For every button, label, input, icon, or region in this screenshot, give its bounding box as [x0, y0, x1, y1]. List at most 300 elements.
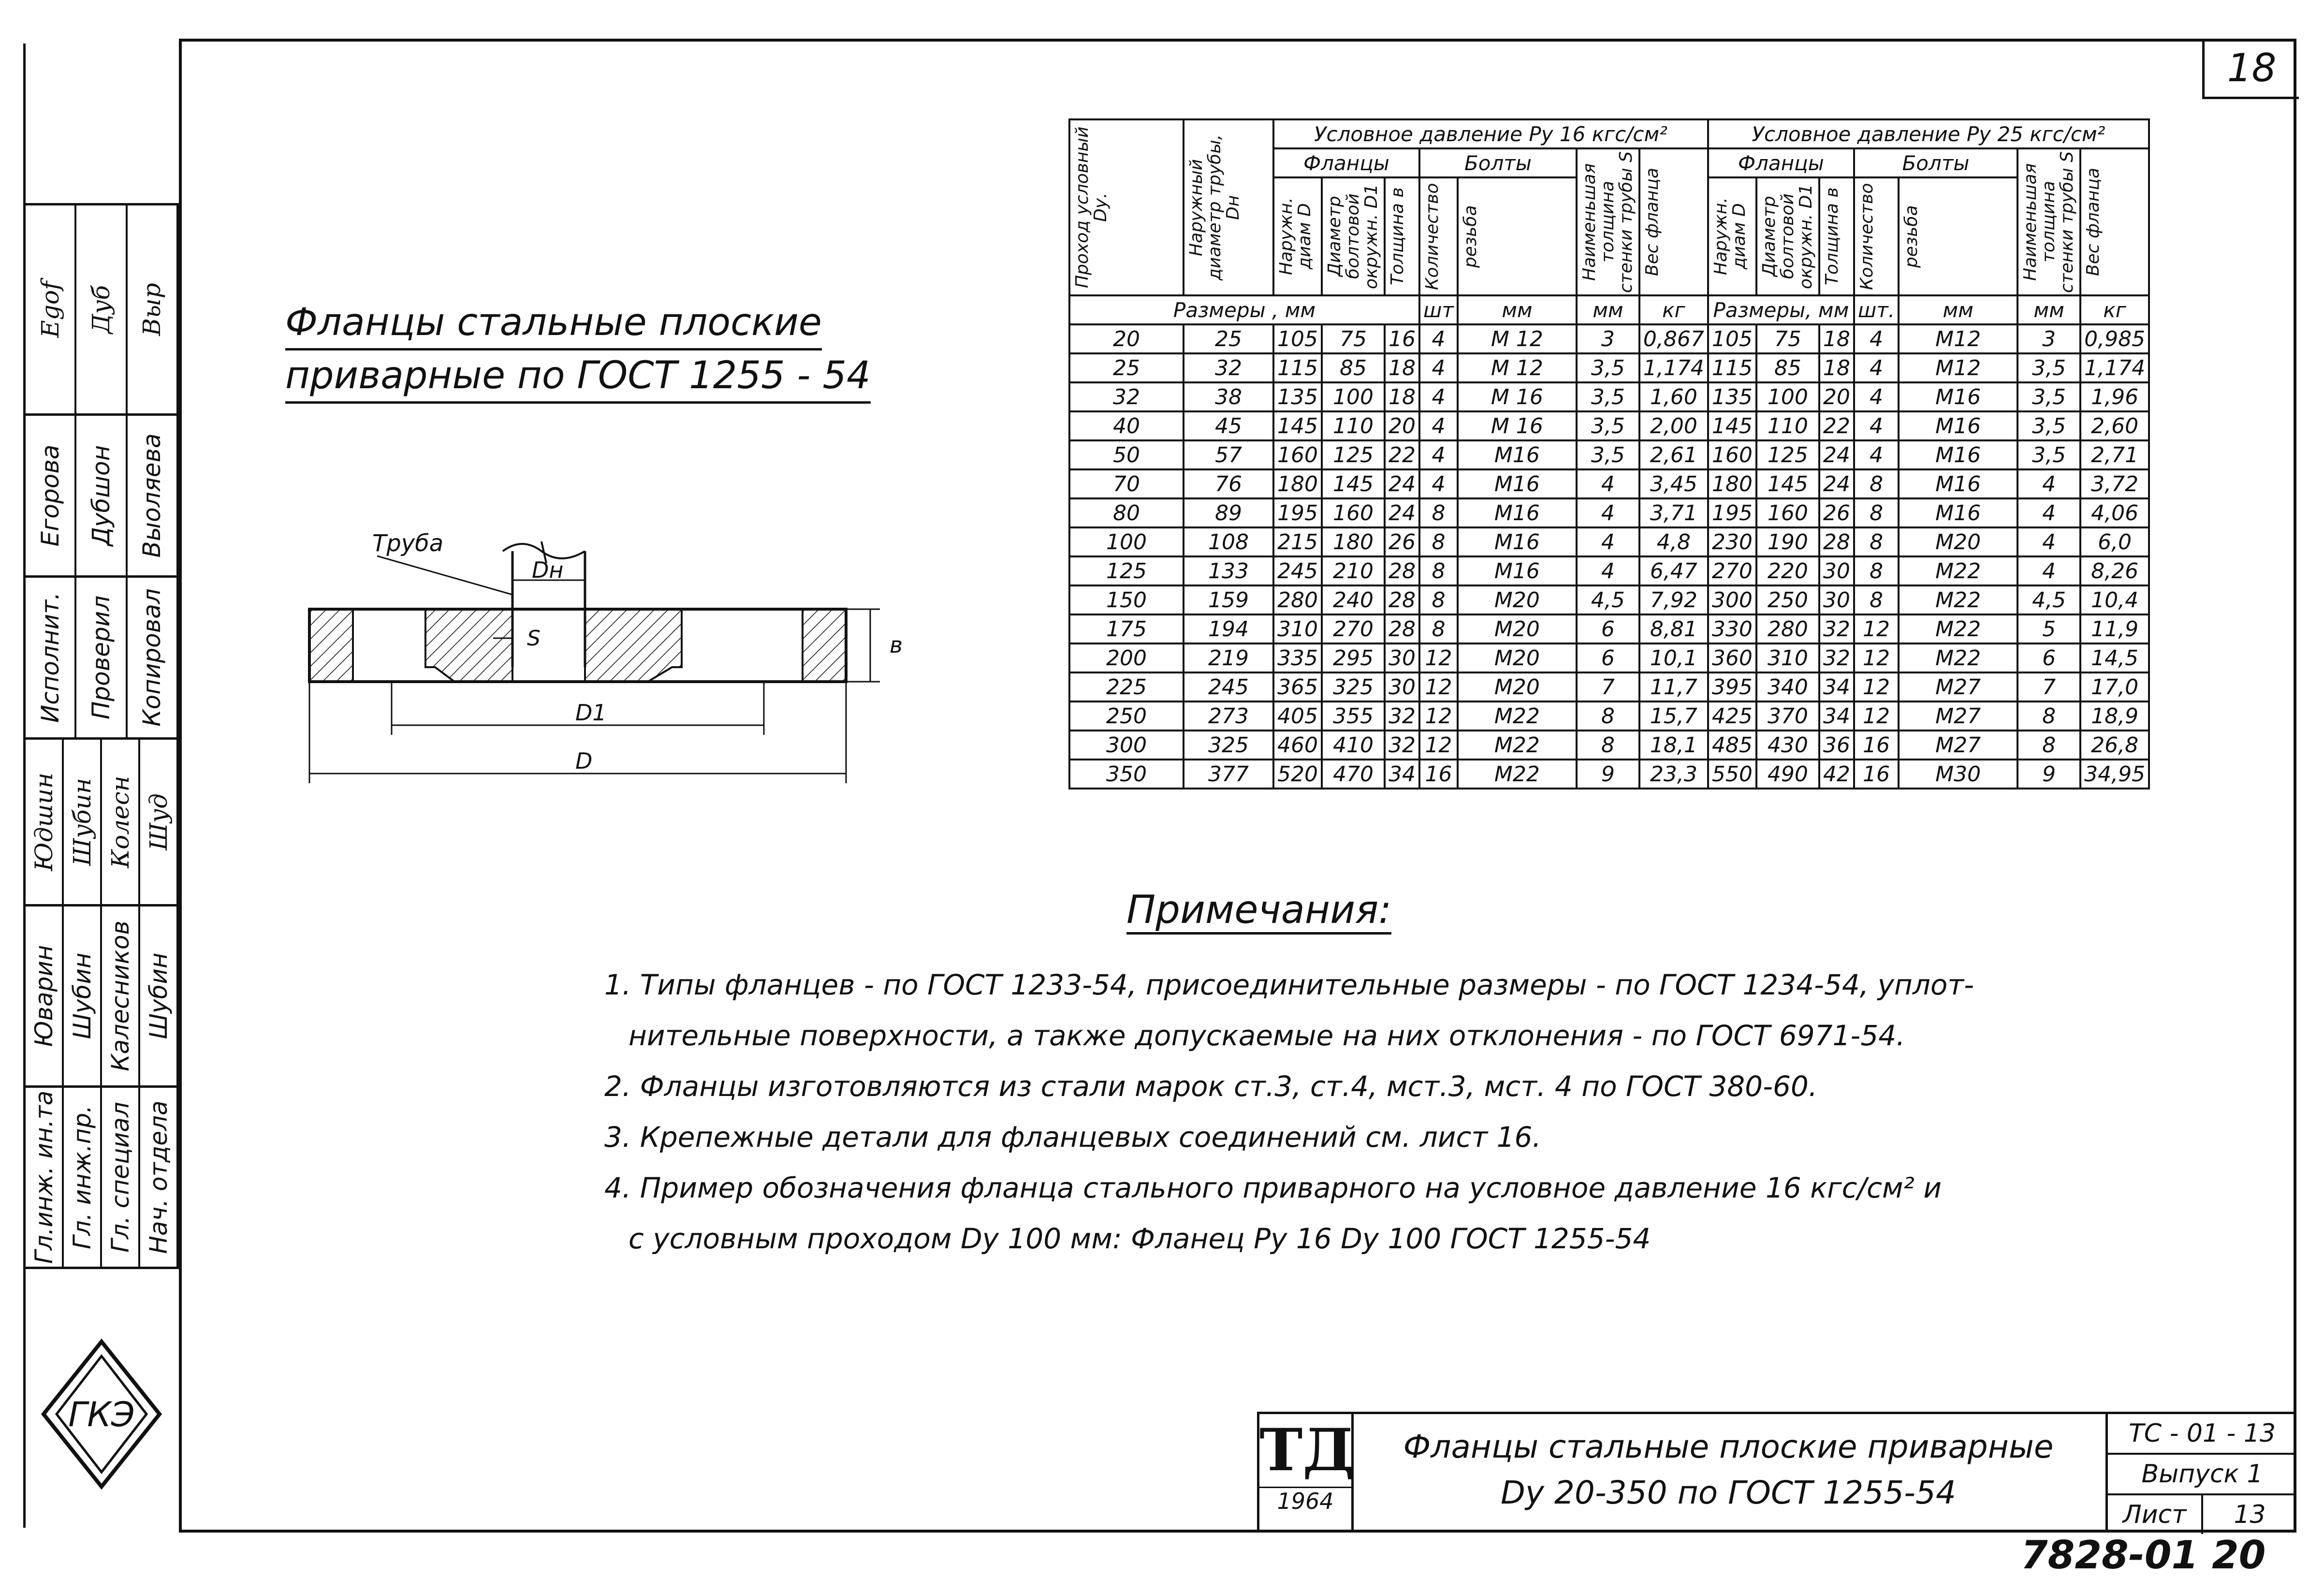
table-cell: 6 [1577, 614, 1639, 643]
table-cell: 125 [1322, 440, 1385, 469]
table-cell: 485 [1708, 731, 1756, 760]
table-cell: 270 [1322, 614, 1385, 643]
table-cell: 4 [1419, 353, 1458, 382]
table-cell: 145 [1708, 411, 1756, 440]
label-d: D [575, 748, 593, 774]
table-cell: 3 [2017, 324, 2080, 353]
table-cell: 12 [1419, 731, 1458, 760]
table-row [1069, 353, 2149, 382]
table-row [1069, 702, 2149, 731]
col-qty-16: Количество [1422, 183, 1442, 290]
table-cell: 8 [1577, 702, 1639, 731]
table-cell: 490 [1756, 760, 1819, 789]
table-cell: 24 [1385, 469, 1419, 498]
table-cell: 4 [1577, 556, 1639, 585]
table-cell: М16 [1458, 469, 1577, 498]
table-cell: 20 [1819, 382, 1854, 411]
table-cell: М12 [1899, 353, 2017, 382]
table-cell: 195 [1708, 498, 1756, 527]
table-cell: М27 [1899, 702, 2017, 731]
table-cell: 355 [1322, 702, 1385, 731]
table-cell: 160 [1756, 498, 1819, 527]
table-cell: 180 [1322, 527, 1385, 556]
doc-code: ТС - 01 - 13 [2108, 1414, 2296, 1455]
table-cell: 245 [1184, 672, 1273, 702]
table-cell: 3,5 [1577, 382, 1639, 411]
table-cell: 16 [1419, 760, 1458, 789]
stamp-role: Гл.инж. ин.та [29, 1090, 58, 1264]
table-row [1069, 469, 2149, 498]
table-cell: 190 [1756, 527, 1819, 556]
table-cell: 28 [1819, 527, 1854, 556]
col-weight-16: Вес фланца [1642, 167, 1662, 277]
table-row [1069, 324, 2149, 353]
table-cell: 34 [1819, 702, 1854, 731]
table-cell: 34 [1819, 672, 1854, 702]
table-cell: 12 [1854, 672, 1899, 702]
table-cell: 18 [1385, 353, 1419, 382]
table-cell: 8 [1419, 585, 1458, 614]
stamp-name: Шубин [68, 952, 96, 1039]
logo-year: 1964 [1259, 1487, 1351, 1514]
table-cell: 3 [1577, 324, 1639, 353]
table-cell: 280 [1273, 585, 1322, 614]
table-cell: 425 [1708, 702, 1756, 731]
flange-dimensions-table [1068, 118, 2150, 789]
table-cell: 105 [1708, 324, 1756, 353]
table-cell: 410 [1322, 731, 1385, 760]
table-cell: 8 [1854, 498, 1899, 527]
table-cell: М 12 [1458, 324, 1577, 353]
table-cell: 18 [1819, 353, 1854, 382]
title-block-name [1356, 1424, 2101, 1516]
table-cell: М22 [1458, 731, 1577, 760]
table-cell: 4 [1419, 411, 1458, 440]
table-cell: М20 [1458, 614, 1577, 643]
label-pipe: Труба [372, 530, 444, 557]
col-dn: Наружный диаметр трубы, Dн [1186, 134, 1243, 281]
table-row [1069, 585, 2149, 614]
table-cell: 100 [1069, 527, 1184, 556]
stamp-name: Егорова [36, 444, 64, 547]
table-cell: 1,174 [1639, 353, 1708, 382]
table-cell: 360 [1708, 643, 1756, 672]
col-thread-25: резьба [1901, 205, 1922, 268]
table-cell: 5 [2017, 614, 2080, 643]
notes-list [604, 960, 1974, 1264]
header-bolts-16: Болты [1419, 148, 1577, 177]
table-cell: 125 [1069, 556, 1184, 585]
stamp-name: Дубшон [87, 445, 115, 546]
header-flanges-25: Фланцы [1708, 148, 1854, 177]
flange-section-drawing [290, 522, 919, 822]
table-cell: 76 [1184, 469, 1273, 498]
table-cell: 395 [1708, 672, 1756, 702]
table-cell: 215 [1273, 527, 1322, 556]
table-cell: 3,5 [1577, 353, 1639, 382]
table-cell: 145 [1322, 469, 1385, 498]
table-cell: 16 [1854, 760, 1899, 789]
table-cell: 28 [1385, 556, 1419, 585]
table-cell: М22 [1899, 585, 2017, 614]
table-cell: 38 [1184, 382, 1273, 411]
table-cell: 4 [2017, 556, 2080, 585]
signature: Выр [138, 283, 166, 336]
notes-heading: Примечания: [1126, 887, 1391, 935]
signature: Egof [36, 281, 64, 338]
table-cell: 3,5 [1577, 411, 1639, 440]
table-cell: 10,4 [2080, 585, 2149, 614]
table-cell: М27 [1899, 731, 2017, 760]
sheet-number: 18 [2202, 39, 2299, 99]
col-b-16: Толщина в [1387, 187, 1407, 286]
table-cell: 220 [1756, 556, 1819, 585]
table-cell: М22 [1899, 614, 2017, 643]
issue-number: Выпуск 1 [2108, 1455, 2296, 1495]
table-cell: 4 [2017, 527, 2080, 556]
table-cell: 20 [1385, 411, 1419, 440]
signature: Шубин [68, 778, 96, 866]
table-cell: 26,8 [2080, 731, 2149, 760]
signature: Юдшин [29, 773, 58, 871]
table-cell: 8 [1419, 556, 1458, 585]
table-cell: 30 [1385, 643, 1419, 672]
table-cell: 32 [1385, 731, 1419, 760]
table-cell: 135 [1273, 382, 1322, 411]
table-cell: 250 [1069, 702, 1184, 731]
table-row [1069, 498, 2149, 527]
table-cell: 100 [1756, 382, 1819, 411]
header-flanges-16: Фланцы [1273, 148, 1419, 177]
table-cell: 8 [2017, 702, 2080, 731]
table-cell: 4 [1419, 469, 1458, 498]
table-cell: 377 [1184, 760, 1273, 789]
label-b: в [890, 632, 903, 658]
stamp-name: Калесников [106, 921, 134, 1071]
table-cell: 2,00 [1639, 411, 1708, 440]
table-cell: 3,5 [2017, 411, 2080, 440]
table-cell: 300 [1069, 731, 1184, 760]
table-cell: 7,92 [1639, 585, 1708, 614]
td-logo [1259, 1414, 1354, 1530]
table-cell: М20 [1899, 527, 2017, 556]
table-cell: 150 [1069, 585, 1184, 614]
table-cell: М 16 [1458, 411, 1577, 440]
label-d1: D1 [575, 700, 607, 726]
table-cell: 108 [1184, 527, 1273, 556]
table-row [1069, 411, 2149, 440]
table-cell: 160 [1708, 440, 1756, 469]
table-cell: 9 [1577, 760, 1639, 789]
table-cell: 470 [1322, 760, 1385, 789]
col-s-25: Наименьшая толщина стенки трубы S [2020, 151, 2077, 293]
table-cell: 310 [1273, 614, 1322, 643]
table-cell: 100 [1322, 382, 1385, 411]
table-cell: 4,8 [1639, 527, 1708, 556]
table-cell: М12 [1899, 324, 2017, 353]
table-cell: М16 [1899, 382, 2017, 411]
table-cell: 4 [1577, 469, 1639, 498]
col-D1-25: Диаметр болтовой окружн. D1 [1759, 184, 1816, 289]
table-cell: 405 [1273, 702, 1322, 731]
table-cell: 40 [1069, 411, 1184, 440]
table-cell: 159 [1184, 585, 1273, 614]
label-dn: Dн [532, 557, 564, 583]
title-block [1257, 1412, 2296, 1533]
stamp-role: Проверил [87, 595, 115, 720]
table-cell: 133 [1184, 556, 1273, 585]
table-cell: М20 [1458, 585, 1577, 614]
table-body [1069, 324, 2149, 789]
table-cell: 110 [1756, 411, 1819, 440]
table-cell: 18,1 [1639, 731, 1708, 760]
table-cell: 8 [1854, 556, 1899, 585]
table-cell: 250 [1756, 585, 1819, 614]
table-cell: 12 [1854, 702, 1899, 731]
table-cell: 200 [1069, 643, 1184, 672]
table-cell: 16 [1385, 324, 1419, 353]
table-cell: 3,5 [2017, 440, 2080, 469]
table-cell: 12 [1419, 702, 1458, 731]
table-cell: 520 [1273, 760, 1322, 789]
table-cell: 300 [1708, 585, 1756, 614]
table-cell: М 16 [1458, 382, 1577, 411]
table-cell: 115 [1708, 353, 1756, 382]
table-cell: 210 [1322, 556, 1385, 585]
table-cell: 6,47 [1639, 556, 1708, 585]
emblem-text: ГКЭ [68, 1395, 135, 1434]
table-cell: 6,0 [2080, 527, 2149, 556]
table-cell: 3,45 [1639, 469, 1708, 498]
table-cell: 8 [2017, 731, 2080, 760]
table-cell: 270 [1708, 556, 1756, 585]
units-dimensions: Размеры, мм [1708, 295, 1854, 324]
table-cell: 219 [1184, 643, 1273, 672]
table-cell: 115 [1273, 353, 1322, 382]
note-line: 3. Крепежные детали для фланцевых соединений см. лист 16. [604, 1121, 1541, 1154]
table-cell: 22 [1385, 440, 1419, 469]
table-cell: 89 [1184, 498, 1273, 527]
table-cell: 32 [1385, 702, 1419, 731]
table-cell: 24 [1819, 469, 1854, 498]
table-cell: 30 [1385, 672, 1419, 702]
title-line-2: приварные по ГОСТ 1255 - 54 [285, 351, 871, 404]
units-kg: кг [2080, 295, 2149, 324]
stamp-name: Выоляева [138, 433, 166, 558]
table-cell: М16 [1458, 527, 1577, 556]
col-D-25: Наружн. диам D [1710, 197, 1749, 276]
note-line: 4. Пример обозначения фланца стального приварного на условное давление 16 кгс/см² и [604, 1171, 1942, 1204]
table-cell: 24 [1385, 498, 1419, 527]
table-cell: 12 [1854, 643, 1899, 672]
logo-text: ТД [1259, 1416, 1354, 1484]
table-cell: 175 [1069, 614, 1184, 643]
table-cell: М 12 [1458, 353, 1577, 382]
table-cell: 3,72 [2080, 469, 2149, 498]
table-cell: 25 [1184, 324, 1273, 353]
table-cell: 22 [1819, 411, 1854, 440]
table-cell: 20 [1069, 324, 1184, 353]
table-cell: 50 [1069, 440, 1184, 469]
table-row [1069, 614, 2149, 643]
table-cell: 32 [1819, 643, 1854, 672]
table-cell: М30 [1899, 760, 2017, 789]
table-cell: М22 [1899, 556, 2017, 585]
table-cell: 4 [2017, 498, 2080, 527]
table-cell: 1,174 [2080, 353, 2149, 382]
table-cell: 28 [1385, 614, 1419, 643]
table-row [1069, 440, 2149, 469]
col-s-16: Наименьшая толщина стенки трубы S [1579, 151, 1636, 293]
table-cell: 365 [1273, 672, 1322, 702]
table-cell: 12 [1419, 672, 1458, 702]
table-cell: 32 [1069, 382, 1184, 411]
table-cell: 8 [1854, 585, 1899, 614]
table-cell: 350 [1069, 760, 1184, 789]
table-cell: 2,60 [2080, 411, 2149, 440]
sheet-cell [2108, 1495, 2296, 1534]
note-line: 1. Типы фланцев - по ГОСТ 1233-54, присоединительные размеры - по ГОСТ 1234-54, уплот- [604, 968, 1974, 1001]
table-cell: 0,985 [2080, 324, 2149, 353]
table-cell: 135 [1708, 382, 1756, 411]
title-block-line-2: Dу 20-350 по ГОСТ 1255-54 [1501, 1474, 1956, 1511]
title-block-codes [2105, 1414, 2296, 1530]
col-D-16: Наружн. диам D [1276, 197, 1315, 276]
table-cell: 42 [1819, 760, 1854, 789]
table-row [1069, 672, 2149, 702]
table-cell: 180 [1273, 469, 1322, 498]
stamp-name: Юварин [29, 945, 58, 1047]
table-cell: 18 [1385, 382, 1419, 411]
drawing-title [285, 297, 871, 404]
table-cell: 1,96 [2080, 382, 2149, 411]
table-cell: М20 [1458, 672, 1577, 702]
header-pressure-16: Условное давление Ру 16 кгс/см² [1273, 119, 1708, 148]
units-pcs: шт. [1854, 295, 1899, 324]
col-weight-25: Вес фланца [2083, 167, 2104, 277]
table-cell: 80 [1069, 498, 1184, 527]
table-cell: М16 [1899, 440, 2017, 469]
col-D1-16: Диаметр болтовой окружн. D1 [1324, 184, 1381, 289]
table-cell: 8 [1419, 498, 1458, 527]
table-cell: 26 [1819, 498, 1854, 527]
table-cell: 310 [1756, 643, 1819, 672]
table-cell: 4,06 [2080, 498, 2149, 527]
table-cell: 550 [1708, 760, 1756, 789]
table-row [1069, 760, 2149, 789]
table-cell: 2,71 [2080, 440, 2149, 469]
table-cell: 34,95 [2080, 760, 2149, 789]
table-cell: 280 [1756, 614, 1819, 643]
table-cell: 14,5 [2080, 643, 2149, 672]
table-cell: 4 [1854, 440, 1899, 469]
header-bolts-25: Болты [1854, 148, 2017, 177]
signature: Дуб [87, 285, 115, 334]
stamp-role: Нач. отдела [144, 1100, 173, 1254]
table-cell: М16 [1458, 440, 1577, 469]
table-cell: 85 [1322, 353, 1385, 382]
table-cell: 28 [1385, 585, 1419, 614]
table-cell: 70 [1069, 469, 1184, 498]
col-qty-25: Количество [1856, 183, 1877, 290]
stamp-name: Шубин [144, 952, 173, 1039]
table-cell: 26 [1385, 527, 1419, 556]
table-cell: 36 [1819, 731, 1854, 760]
table-cell: 145 [1273, 411, 1322, 440]
signature-stamp [23, 203, 179, 1269]
table-cell: 3,71 [1639, 498, 1708, 527]
table-cell: 160 [1322, 498, 1385, 527]
col-dy: Проход условный Dу. [1072, 126, 1111, 289]
sheet-label: Лист [2108, 1495, 2203, 1534]
table-cell: 45 [1184, 411, 1273, 440]
table-cell: 4 [1419, 324, 1458, 353]
table-cell: 295 [1322, 643, 1385, 672]
col-b-25: Толщина в [1822, 187, 1842, 286]
table-cell: 17,0 [2080, 672, 2149, 702]
table-cell: 195 [1273, 498, 1322, 527]
col-thread-16: резьба [1460, 205, 1480, 268]
table-cell: 11,9 [2080, 614, 2149, 643]
units-mm: мм [1899, 295, 2017, 324]
table-cell: 4 [1854, 324, 1899, 353]
table-cell: 4 [1419, 382, 1458, 411]
table-cell: 4,5 [1577, 585, 1639, 614]
table-cell: 8 [1419, 527, 1458, 556]
table-cell: 6 [2017, 643, 2080, 672]
stamp-role: Копировал [138, 588, 166, 727]
table-cell: 325 [1184, 731, 1273, 760]
table-cell: М16 [1458, 498, 1577, 527]
table-cell: 18 [1819, 324, 1854, 353]
table-cell: М16 [1458, 556, 1577, 585]
table-cell: 57 [1184, 440, 1273, 469]
table-cell: 4 [1854, 411, 1899, 440]
table-cell: 335 [1273, 643, 1322, 672]
table-cell: М16 [1899, 498, 2017, 527]
table-cell: 75 [1756, 324, 1819, 353]
table-cell: 24 [1819, 440, 1854, 469]
table-cell: 9 [2017, 760, 2080, 789]
table-cell: 3,5 [2017, 382, 2080, 411]
table-row [1069, 556, 2149, 585]
table-cell: 160 [1273, 440, 1322, 469]
table-cell: 4 [1419, 440, 1458, 469]
table-cell: 23,3 [1639, 760, 1708, 789]
table-cell: 10,1 [1639, 643, 1708, 672]
table-cell: 4 [1854, 382, 1899, 411]
table-cell: 2,61 [1639, 440, 1708, 469]
table-cell: 7 [1577, 672, 1639, 702]
table-cell: 75 [1322, 324, 1385, 353]
table-cell: 12 [1419, 643, 1458, 672]
table-cell: М27 [1899, 672, 2017, 702]
table-cell: 12 [1854, 614, 1899, 643]
table-cell: 340 [1756, 672, 1819, 702]
table-cell: 7 [2017, 672, 2080, 702]
table-cell: 4 [1854, 353, 1899, 382]
table-cell: 145 [1756, 469, 1819, 498]
document-number: 7828-01 20 [2021, 1533, 2266, 1578]
table-cell: 4 [1577, 527, 1639, 556]
table-cell: 30 [1819, 585, 1854, 614]
table-cell: М22 [1899, 643, 2017, 672]
stamp-role: Гл. специал [106, 1102, 134, 1253]
units-kg: кг [1639, 295, 1708, 324]
sheet-value: 13 [2234, 1500, 2266, 1529]
units-pcs: шт [1419, 295, 1458, 324]
table-cell: 32 [1184, 353, 1273, 382]
